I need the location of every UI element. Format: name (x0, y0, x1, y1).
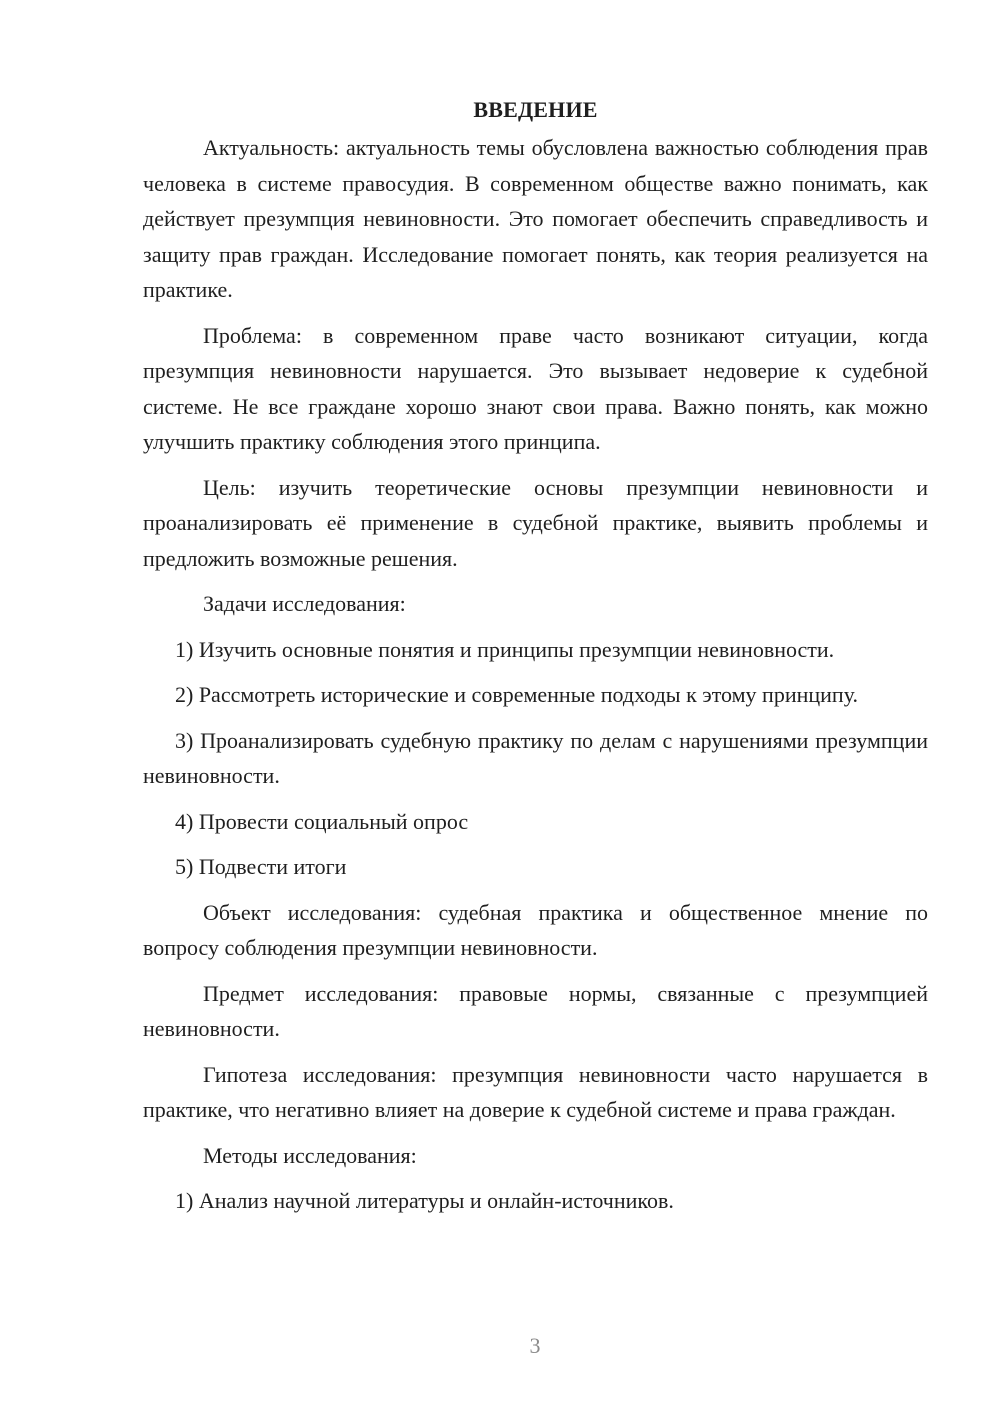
section-heading: ВВЕДЕНИЕ (473, 97, 598, 122)
task-item-4: 4) Провести социальный опрос (175, 808, 469, 834)
page-number: 3 (529, 1333, 541, 1358)
relevance-paragraph: Актуальность: актуальность темы обусловлена важностью соблюдения прав человека в системе правосудия. В современном обществе важно понимать, как действует презумпция невиновности. Это помогает обеспечить справедливость и защиту прав граждан. Исследование помогает понять, как теория реализуется на практике. (143, 135, 928, 302)
problem-paragraph: Проблема: в современном праве часто возникают ситуации, когда презумпция невиновности нарушается. Это вызывает недоверие к судебной системе. Не все граждане хорошо знают свои права. Важно понять, как можно улучшить практику соблюдения этого принципа. (143, 322, 928, 454)
task-item-2: 2) Рассмотреть исторические и современные подходы к этому принципу. (175, 682, 858, 707)
subject-paragraph: Предмет исследования: правовые нормы, связанные с презумпцией невиновности. (143, 980, 928, 1041)
hypothesis-paragraph: Гипотеза исследования: презумпция невиновности часто нарушается в практике, что негативно влияет на доверие к судебной системе и права граждан. (143, 1061, 928, 1122)
task-item-3: 3) Проанализировать судебную практику по делам с нарушениями презумпции невиновности. (143, 727, 928, 788)
method-item-1: 1) Анализ научной литературы и онлайн-источников. (175, 1188, 674, 1213)
object-paragraph: Объект исследования: судебная практика и общественное мнение по вопросу соблюдения презумпции невиновности. (143, 899, 928, 960)
task-item-1: 1) Изучить основные понятия и принципы презумпции невиновности. (175, 636, 835, 662)
page-content (143, 92, 928, 1229)
task-item-5: 5) Подвести итоги (175, 854, 347, 879)
tasks-title: Задачи исследования: (203, 591, 406, 616)
methods-title: Методы исследования: (203, 1142, 417, 1168)
goal-paragraph: Цель: изучить теоретические основы презумпции невиновности и проанализировать её применение в судебной практике, выявить проблемы и предложить возможные решения. (143, 474, 928, 571)
